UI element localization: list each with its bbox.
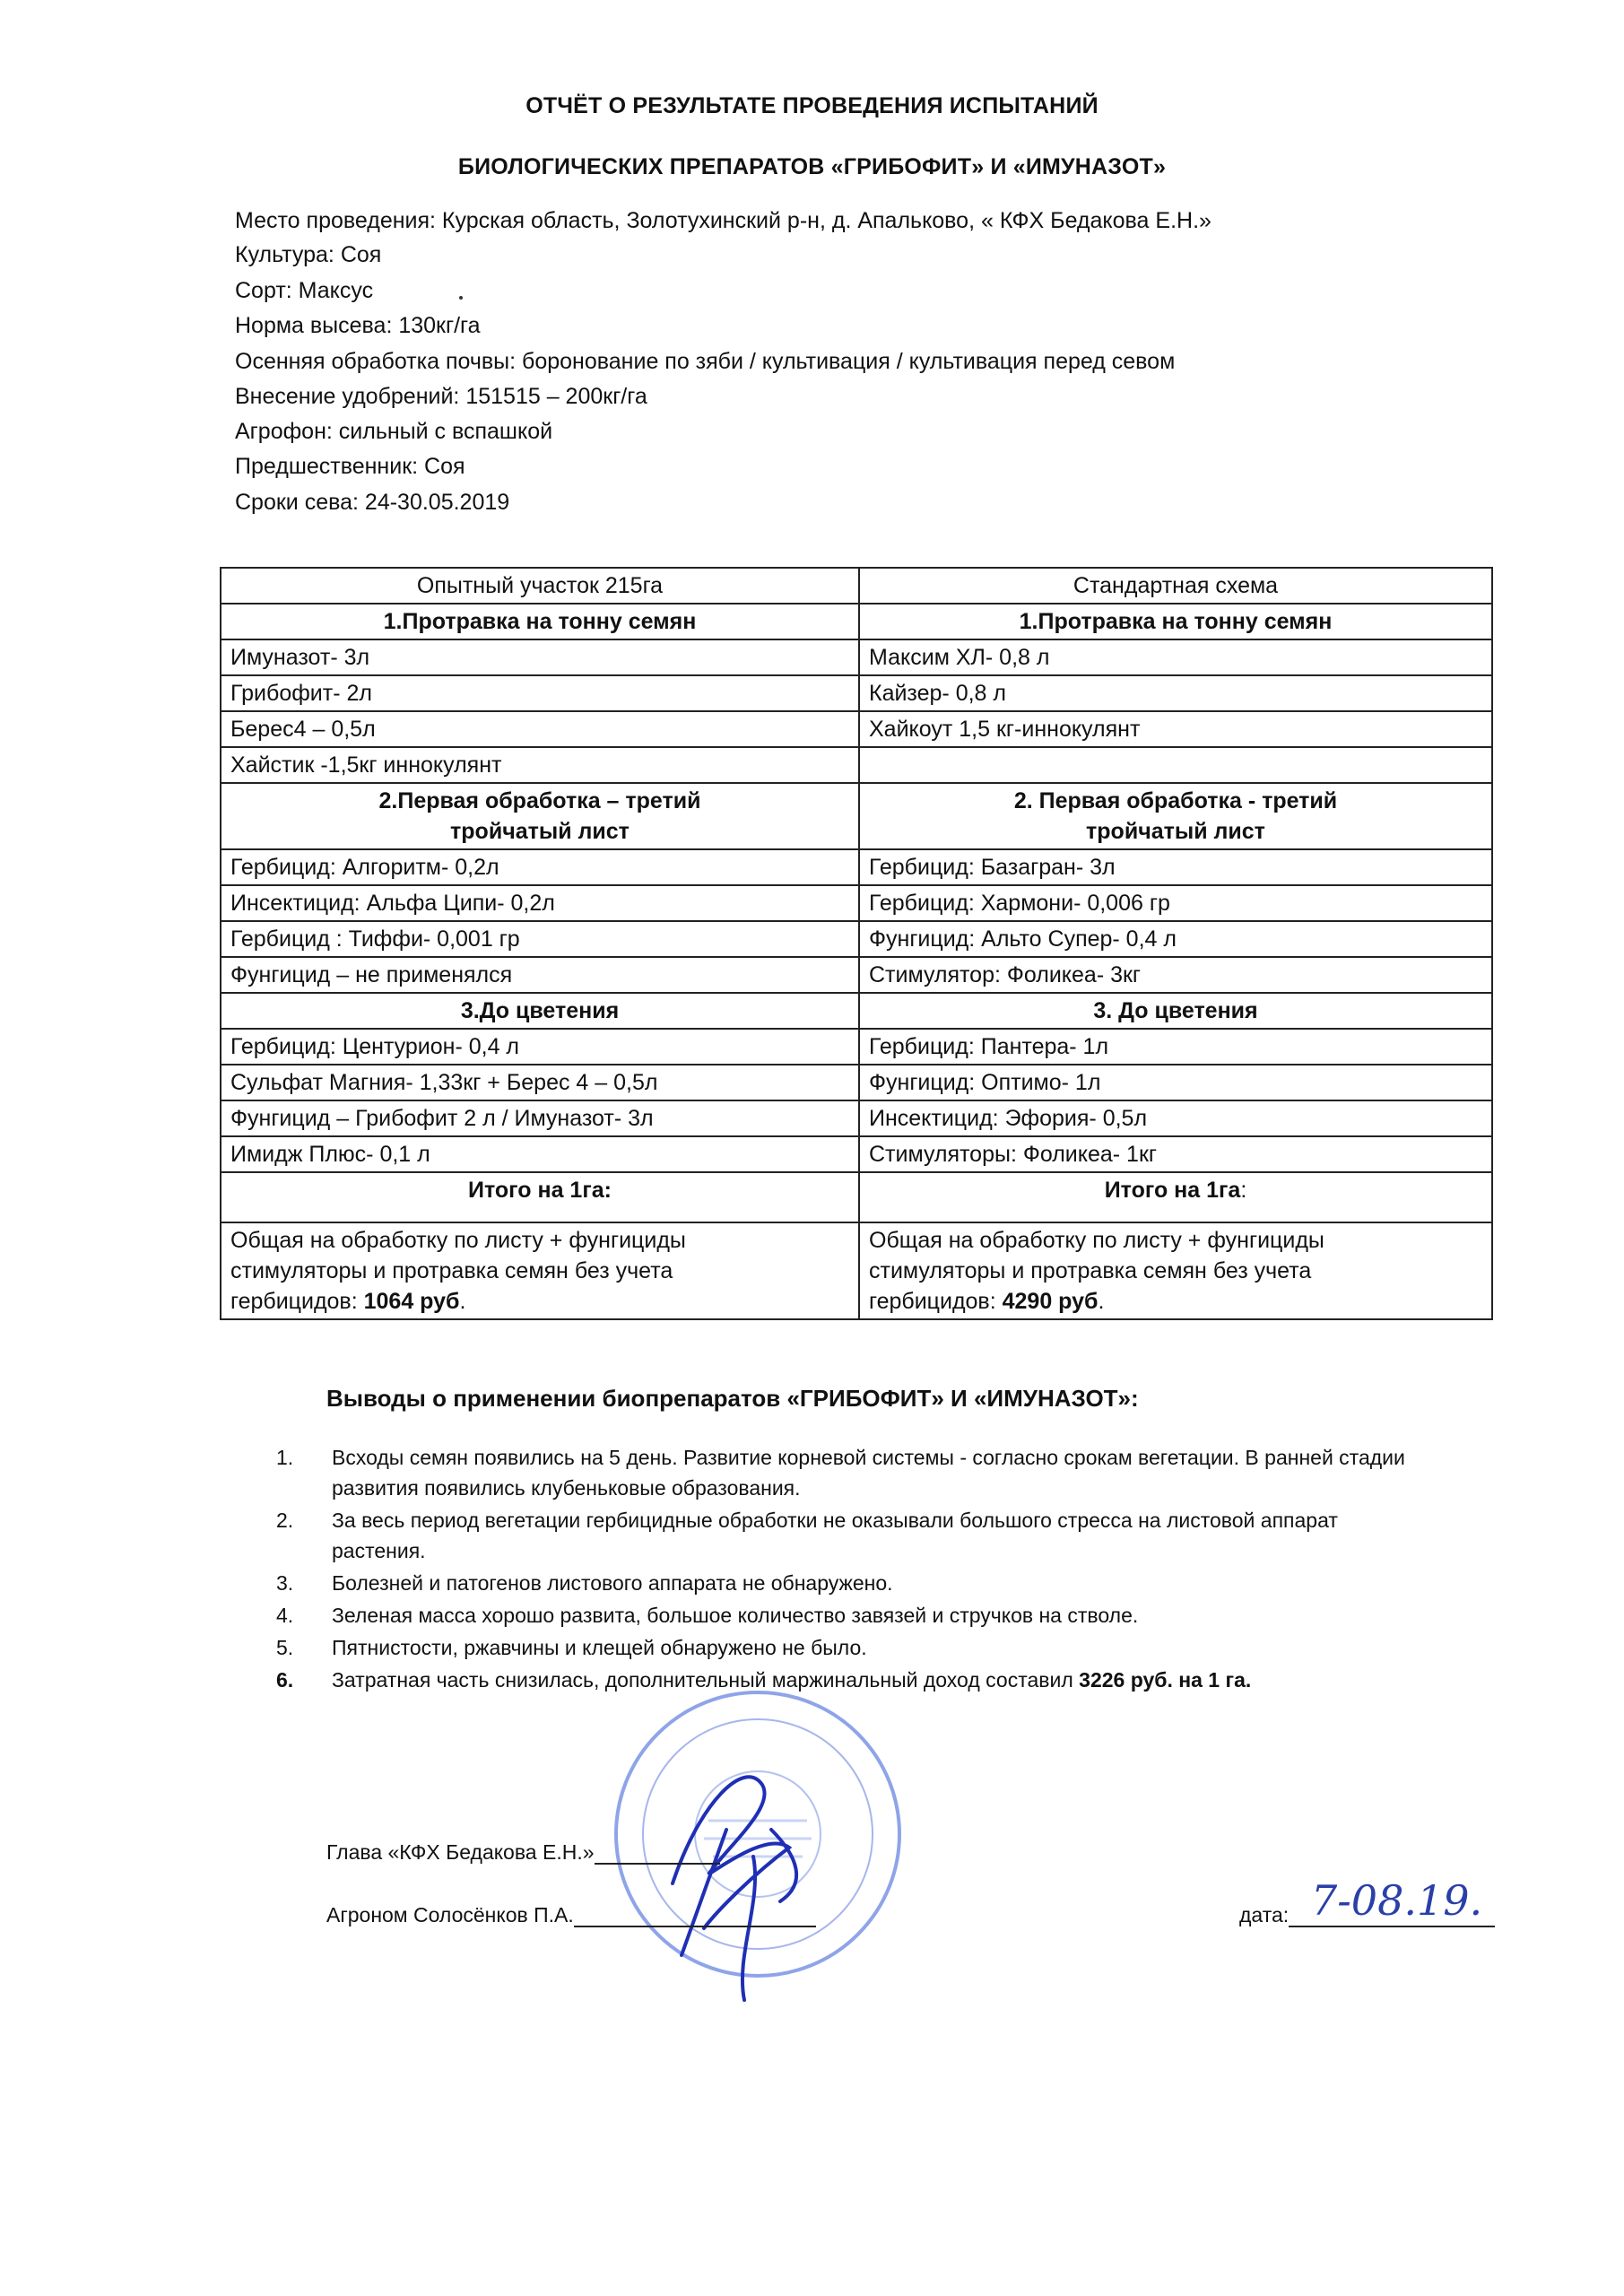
table-row <box>221 747 1492 783</box>
section-title: 3.До цветения <box>221 993 859 1029</box>
list-item-text: Пятнистости, ржавчины и клещей обнаружено не было. <box>332 1636 867 1659</box>
table-cell: Фунгицид: Оптимо- 1л <box>859 1065 1492 1100</box>
section-row <box>221 783 1492 849</box>
total-label-text: Итого на 1га <box>1104 1178 1241 1203</box>
table-cell: Инсектицид: Альфа Ципи- 0,2л <box>221 885 859 921</box>
table-row <box>221 921 1492 957</box>
section-row <box>221 993 1492 1029</box>
summary-row <box>221 1222 1492 1319</box>
meta-agrofon: Агрофон: сильный с вспашкой <box>235 419 553 444</box>
list-item <box>260 1600 1507 1631</box>
table-row <box>221 1029 1492 1065</box>
summary-line <box>869 1286 1482 1317</box>
header-experimental: Опытный участок 215га <box>221 568 859 604</box>
document-title-line-2: БИОЛОГИЧЕСКИХ ПРЕПАРАТОВ «ГРИБОФИТ» И «ИМУНАЗОТ» <box>457 154 1167 179</box>
table-cell: Гербицид: Базагран- 3л <box>859 849 1492 885</box>
table-cell: Гербицид: Центурион- 0,4 л <box>221 1029 859 1065</box>
table-header-row <box>221 568 1492 604</box>
total-row <box>221 1172 1492 1222</box>
table-cell: Гербицид : Тиффи- 0,001 гр <box>221 921 859 957</box>
list-item-number: 3. <box>276 1571 294 1595</box>
summary-suffix: . <box>1098 1289 1105 1314</box>
handwritten-date: 7-08.19. <box>1311 1876 1483 1925</box>
total-label-text: Итого на 1га: <box>468 1178 612 1203</box>
meta-location: Место проведения: Курская область, Золотухинский р-н, д. Апальково, « КФХ Бедакова Е.Н.» <box>235 208 1211 233</box>
table-row <box>221 639 1492 675</box>
summary-suffix: . <box>459 1289 466 1314</box>
meta-soil-treatment: Осенняя обработка почвы: боронование по зяби / культивация / культивация перед севом <box>235 349 1176 374</box>
meta-predecessor: Предшественник: Соя <box>235 454 465 479</box>
section-title-line: тройчатый лист <box>450 819 630 844</box>
table-row <box>221 849 1492 885</box>
total-label-left <box>221 1172 859 1222</box>
section-title-line: 2.Первая обработка – третий <box>378 788 701 813</box>
meta-seeding-rate: Норма высева: 130кг/га <box>235 313 481 338</box>
total-label-right <box>859 1172 1492 1222</box>
table-row <box>221 885 1492 921</box>
list-item-text: развития появились клубеньковые образования. <box>332 1476 801 1500</box>
list-item-number: 4. <box>276 1604 294 1627</box>
table-row <box>221 711 1492 747</box>
signature-agronomist-row <box>326 1903 816 1927</box>
scan-speck <box>459 296 463 300</box>
list-item <box>260 1442 1507 1503</box>
list-item <box>260 1632 1507 1663</box>
total-label-colon: : <box>1240 1178 1247 1203</box>
signature-agronomist-label: Агроном Солосёнков П.А. <box>326 1903 574 1926</box>
date-label: дата: <box>1239 1903 1290 1926</box>
summary-line: стимуляторы и протравка семян без учета <box>230 1258 673 1283</box>
summary-right <box>859 1222 1492 1319</box>
summary-prefix: гербицидов: <box>869 1289 1003 1314</box>
table-cell: Стимуляторы: Фоликеа- 1кг <box>859 1136 1492 1172</box>
signature-head-row <box>326 1840 720 1865</box>
list-item <box>260 1505 1507 1566</box>
table-cell: Стимулятор: Фоликеа- 3кг <box>859 957 1492 993</box>
table-row <box>221 1100 1492 1136</box>
summary-amount: 4290 руб <box>1002 1289 1099 1314</box>
table-cell: Фунгицид – не применялся <box>221 957 859 993</box>
summary-prefix: гербицидов: <box>230 1289 364 1314</box>
table-cell: Инсектицид: Эфория- 0,5л <box>859 1100 1492 1136</box>
section-title <box>221 783 859 849</box>
table-row <box>221 675 1492 711</box>
conclusions-title: Выводы о применении биопрепаратов «ГРИБОФИТ» И «ИМУНАЗОТ»: <box>326 1385 1139 1412</box>
meta-sowing-dates: Сроки сева: 24-30.05.2019 <box>235 490 510 515</box>
table-cell: Имидж Плюс- 0,1 л <box>221 1136 859 1172</box>
meta-crop: Культура: Соя <box>235 242 382 267</box>
section-title-line: 2. Первая обработка - третий <box>1013 788 1338 813</box>
table-cell: Максим ХЛ- 0,8 л <box>859 639 1492 675</box>
table-cell: Берес4 – 0,5л <box>221 711 859 747</box>
table-row <box>221 1065 1492 1100</box>
meta-fertilizer: Внесение удобрений: 151515 – 200кг/га <box>235 384 647 409</box>
table-cell: Хайстик -1,5кг иннокулянт <box>221 747 859 783</box>
conclusions-list <box>260 1442 1507 1697</box>
table-cell: Фунгицид: Альто Супер- 0,4 л <box>859 921 1492 957</box>
list-item-text: Болезней и патогенов листового аппарата не обнаружено. <box>332 1571 893 1595</box>
summary-line: Общая на обработку по листу + фунгициды <box>230 1228 686 1253</box>
signature-line <box>595 1841 720 1865</box>
table-cell: Фунгицид – Грибофит 2 л / Имуназот- 3л <box>221 1100 859 1136</box>
comparison-table <box>220 567 1493 1320</box>
list-item-text: Всходы семян появились на 5 день. Развитие корневой системы - согласно срокам вегетации. В ранней стадии <box>332 1446 1405 1469</box>
table-cell: Хайкоут 1,5 кг-иннокулянт <box>859 711 1492 747</box>
list-item-number: 6. <box>276 1668 294 1692</box>
signature-head-label: Глава «КФХ Бедакова Е.Н.» <box>326 1840 595 1864</box>
list-item-text: За весь период вегетации гербицидные обработки не оказывали большого стресса на листовой аппарат <box>332 1509 1338 1532</box>
section-row <box>221 604 1492 639</box>
list-item-highlight: 3226 руб. на 1 га. <box>1079 1668 1252 1692</box>
signature-icon <box>619 1749 852 2009</box>
list-item-text: Зеленая масса хорошо развита, большое количество завязей и стручков на стволе. <box>332 1604 1139 1627</box>
table-cell: Грибофит- 2л <box>221 675 859 711</box>
table-cell: Гербицид: Пантера- 1л <box>859 1029 1492 1065</box>
section-title: 1.Протравка на тонну семян <box>221 604 859 639</box>
section-title <box>859 783 1492 849</box>
table-cell: Гербицид: Хармони- 0,006 гр <box>859 885 1492 921</box>
list-item-number: 2. <box>276 1509 294 1532</box>
list-item-text <box>332 1665 1507 1695</box>
section-title: 3. До цветения <box>859 993 1492 1029</box>
list-item-text: растения. <box>332 1539 426 1562</box>
summary-line <box>230 1286 849 1317</box>
table-cell: Сульфат Магния- 1,33кг + Берес 4 – 0,5л <box>221 1065 859 1100</box>
summary-line: Общая на обработку по листу + фунгициды <box>869 1228 1324 1253</box>
table-row <box>221 957 1492 993</box>
summary-left <box>221 1222 859 1319</box>
table-cell: Кайзер- 0,8 л <box>859 675 1492 711</box>
list-item-number: 1. <box>276 1446 294 1469</box>
meta-variety: Сорт: Максус <box>235 278 374 303</box>
summary-amount: 1064 руб <box>363 1289 460 1314</box>
table-cell: Имуназот- 3л <box>221 639 859 675</box>
signature-line <box>574 1904 816 1927</box>
list-item-number: 5. <box>276 1636 294 1659</box>
table-cell: Гербицид: Алгоритм- 0,2л <box>221 849 859 885</box>
table-row <box>221 1136 1492 1172</box>
table-cell <box>859 747 1492 783</box>
list-item <box>260 1568 1507 1598</box>
list-item-prefix: Затратная часть снизилась, дополнительный маржинальный доход составил <box>332 1668 1080 1692</box>
document-title-line-1: ОТЧЁТ О РЕЗУЛЬТАТЕ ПРОВЕДЕНИЯ ИСПЫТАНИЙ <box>525 93 1099 118</box>
section-title: 1.Протравка на тонну семян <box>859 604 1492 639</box>
summary-line: стимуляторы и протравка семян без учета <box>869 1258 1312 1283</box>
header-standard: Стандартная схема <box>859 568 1492 604</box>
section-title-line: тройчатый лист <box>1086 819 1265 844</box>
